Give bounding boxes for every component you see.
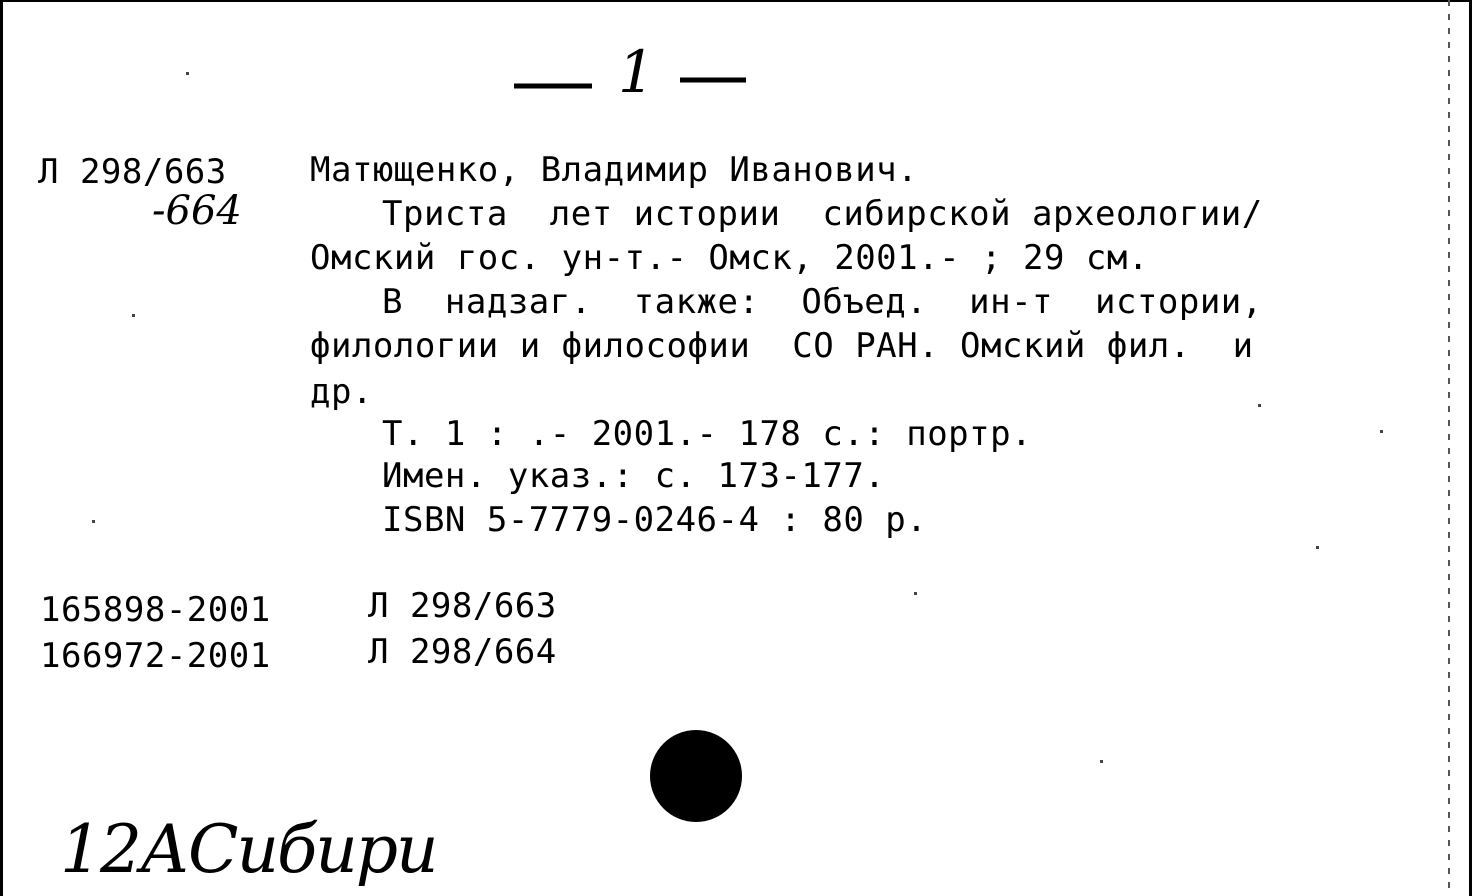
handwritten-subject: 12АСибири bbox=[60, 811, 437, 888]
card-left-edge bbox=[0, 0, 3, 896]
card-top-edge bbox=[0, 0, 1472, 2]
scan-speck bbox=[1100, 760, 1103, 763]
note-line-2: филологии и философии СО РАН. Омский фил. и bbox=[310, 326, 1254, 366]
index-line: Имен. указ.: с. 173-177. bbox=[382, 456, 886, 496]
scan-speck bbox=[914, 592, 917, 595]
punch-hole bbox=[650, 730, 742, 822]
note-line-1: В надзаг. также: Объед. ин-т истории, bbox=[382, 282, 1263, 322]
scan-speck bbox=[1380, 430, 1383, 433]
holding-accession: 165898-2001 bbox=[40, 590, 271, 630]
title-line-1: Триста лет истории сибирской археологии/ bbox=[382, 194, 1263, 234]
title-line-2: Омский гос. ун-т.- Омск, 2001.- ; 29 см. bbox=[310, 238, 1149, 278]
scan-speck bbox=[186, 72, 189, 75]
isbn-line: ISBN 5-7779-0246-4 : 80 р. bbox=[382, 500, 928, 540]
page-number bbox=[510, 40, 750, 110]
note-line-3: др. bbox=[310, 372, 373, 412]
scan-speck bbox=[1316, 546, 1319, 549]
card-right-dashed-edge bbox=[1448, 0, 1450, 896]
scan-speck bbox=[92, 520, 95, 523]
shelf-mark-addition: -664 bbox=[152, 188, 242, 234]
author-heading: Матющенко, Владимир Иванович. bbox=[310, 150, 919, 190]
scan-speck bbox=[1258, 404, 1261, 407]
shelf-mark: Л 298/663 bbox=[38, 152, 227, 192]
page-number-value: 1 bbox=[618, 38, 655, 106]
scan-speck bbox=[132, 314, 135, 317]
holding-shelf: Л 298/664 bbox=[368, 632, 557, 672]
holding-accession: 166972-2001 bbox=[40, 636, 271, 676]
holding-shelf: Л 298/663 bbox=[368, 586, 557, 626]
volume-line: Т. 1 : .- 2001.- 178 с.: портр. bbox=[382, 414, 1033, 454]
